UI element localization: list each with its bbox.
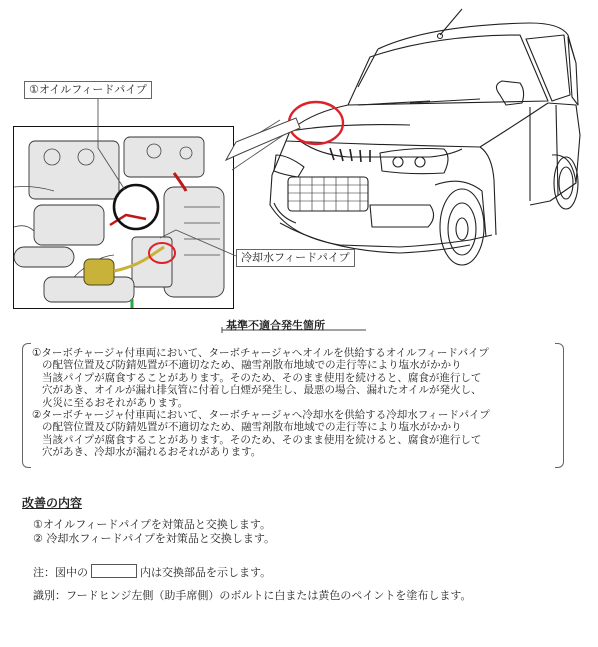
oil-feed-pipe-callout: ①オイルフィードパイプ xyxy=(24,81,152,99)
measure-item-2: ② 冷却水フィードパイプを対策品と交換します。 xyxy=(33,532,276,545)
measure-item-1: ①オイルフィードパイプを対策品と交換します。 xyxy=(33,518,271,531)
coolant-feed-pipe-callout: 冷却水フィードパイプ xyxy=(236,249,355,267)
note-prefix: 注：図中の xyxy=(33,566,88,579)
bracket-left xyxy=(22,343,31,468)
defect-item-2: ②ターボチャージャ付車両において、ターボチャージャへ冷却水を供給する冷却水フィードパイプ の配管位置及び防錆処置が不適切なため、融雪剤散布地域での走行等により塩水がかかり 当該パイプが腐食することがあります。そのため、そのまま使用を続けると、腐食が進行して 穴があき、冷却水が漏れるおそれがあります。 xyxy=(32,409,490,459)
identification-note: 識別：フードヒンジ左側（助手席側）のボルトに白または黄色のペイントを塗布します。 xyxy=(33,589,472,602)
note-suffix: 内は交換部品を示します。 xyxy=(140,566,272,579)
measures-title: 改善の内容 xyxy=(22,496,83,510)
defect-item-1: ①ターボチャージャ付車両において、ターボチャージャへオイルを供給するオイルフィードパイプ の配管位置及び防錆処置が不適切なため、融雪剤散布地域での走行等により塩水がかかり 当該パイプが腐食することがあります。そのため、そのまま使用を続けると、腐食が進行して 穴があき、オイルが漏れ排気管に付着し白煙が発生し、最悪の場合、漏れたオイルが発火し、 火災に至るおそれがあります。 xyxy=(32,347,489,409)
replacement-part-box-legend xyxy=(91,564,137,578)
defect-description xyxy=(22,343,564,466)
note-line xyxy=(33,564,271,580)
location-heading: 基準不適合発生箇所 xyxy=(226,319,325,332)
